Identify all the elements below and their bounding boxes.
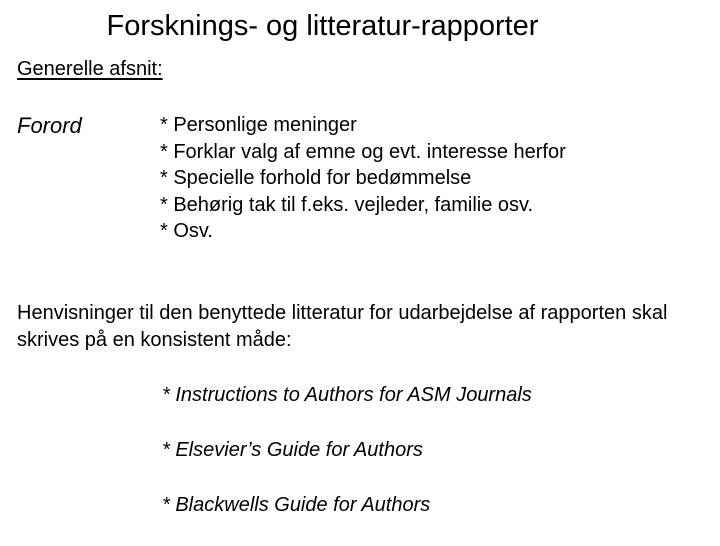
- reference-guide-item: * Blackwells Guide for Authors: [162, 494, 431, 516]
- reference-guide-item: * Elsevier’s Guide for Authors: [162, 439, 423, 461]
- forord-label: Forord: [17, 113, 82, 138]
- forord-bullet-item: * Personlige meninger: [160, 114, 357, 136]
- forord-bullet-item: * Osv.: [160, 220, 213, 242]
- forord-bullet-item: * Forklar valg af emne og evt. interesse herfor: [160, 140, 566, 163]
- reference-guide-list: [162, 381, 532, 546]
- forord-bullet-item: * Behørig tak til f.eks. vejleder, familie osv.: [160, 193, 534, 216]
- reference-guide-item: * Instructions to Authors for ASM Journals: [162, 384, 532, 406]
- references-intro: Henvisninger til den benyttede litteratur for udarbejdelse af rapporten skal skrives på en konsistent måde:: [17, 302, 668, 351]
- slide-title: Forsknings- og litteratur-rapporter: [106, 10, 539, 42]
- forord-bullet-list: [160, 112, 566, 245]
- section-heading: Generelle afsnit:: [17, 58, 163, 80]
- forord-bullet-item: * Specielle forhold for bedømmelse: [160, 167, 472, 189]
